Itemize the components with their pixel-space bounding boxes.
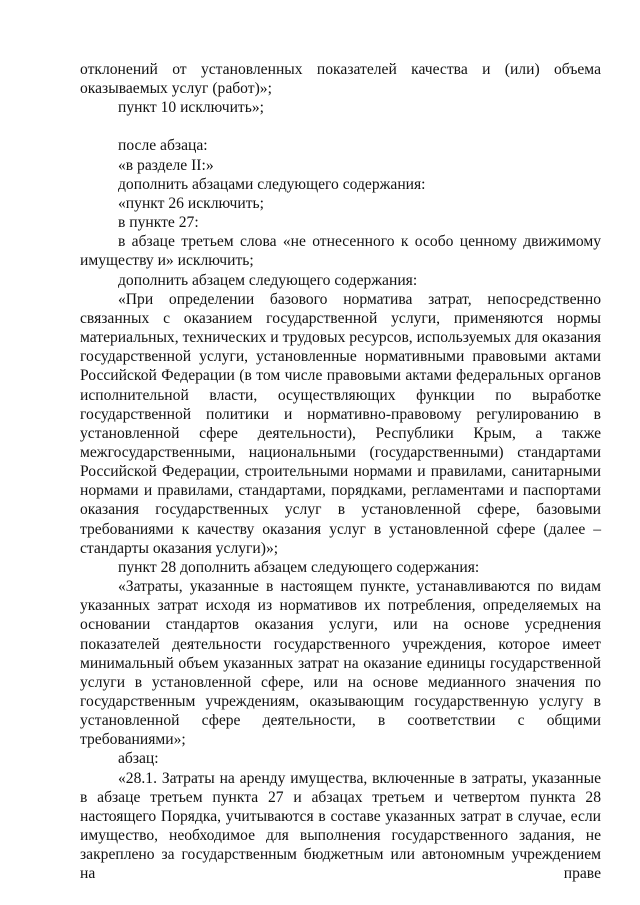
paragraph-1: отклонений от установленных показателей качества и (или) объема оказываемых услуг (работ)»; — [80, 61, 601, 98]
paragraph-6: дополнить абзацами следующего содержания: — [118, 175, 426, 193]
paragraph-11: «При определении базового норматива затрат, непосредственно связанных с оказанием государственной услуги, применяются нормы материальных, технических и трудовых ресурсов, используемых для оказания государственной услуги, установленные нормативными правовыми актами Российской Федерации (в том числе правовыми актами федеральных органов исполнительной власти, осуществляющих функции по выработке государственной политики и нормативно-правовому регулированию в установленной сфере деятельности), Республики Крым, а также межгосударственными, национальными (государственными) стандартами Российской Федерации, строительными нормами и правилами, санитарными нормами и правилами, стандартами, порядками, регламентами и паспортами оказания государственных услуг в установленной сфере, базовыми требованиями к качеству оказания услуг в установленной сфере (далее – стандарты оказания услуги)»; — [80, 290, 601, 557]
paragraph-2: пункт 10 исключить»; — [118, 99, 264, 117]
paragraph-4: после абзаца: — [118, 137, 208, 155]
paragraph-5: «в разделе II:» — [118, 156, 214, 174]
paragraph-13: «Затраты, указанные в настоящем пункте, устанавливаются по видам указанных затрат исходя из нормативов их потребления, определяемых на основании стандартов оказания услуги, или на основе усреднения показателей деятельности государственного учреждения, которое имеет минимальный объем указанных затрат на оказание единицы государственной услуги в установленной сфере, или на основе медианного значения по государственным учреждениям, оказывающим государственную услугу в установленной сфере деятельности, в соответствии с общими требованиями»; — [80, 578, 601, 749]
document-page — [80, 60, 601, 884]
paragraph-10: дополнить абзацем следующего содержания: — [118, 271, 418, 289]
paragraph-9: в абзаце третьем слова «не отнесенного к особо ценному движимому имуществу и» исключить; — [80, 233, 601, 270]
paragraph-14: абзац: — [118, 750, 159, 768]
paragraph-7: «пункт 26 исключить; — [118, 194, 264, 212]
paragraph-15: «28.1. Затраты на аренду имущества, включенные в затраты, указанные в абзаце третьем пункта 27 и абзацах третьем и четвертом пункта 28 настоящего Порядка, учитываются в составе указанных затрат в случае, если имущество, необходимое для выполнения государственного задания, не закреплено за государственным бюджетным или автономным учреждением на праве — [80, 769, 601, 883]
blank-line — [80, 117, 601, 136]
paragraph-8: в пункте 27: — [118, 214, 199, 232]
paragraph-12: пункт 28 дополнить абзацем следующего содержания: — [118, 558, 480, 576]
